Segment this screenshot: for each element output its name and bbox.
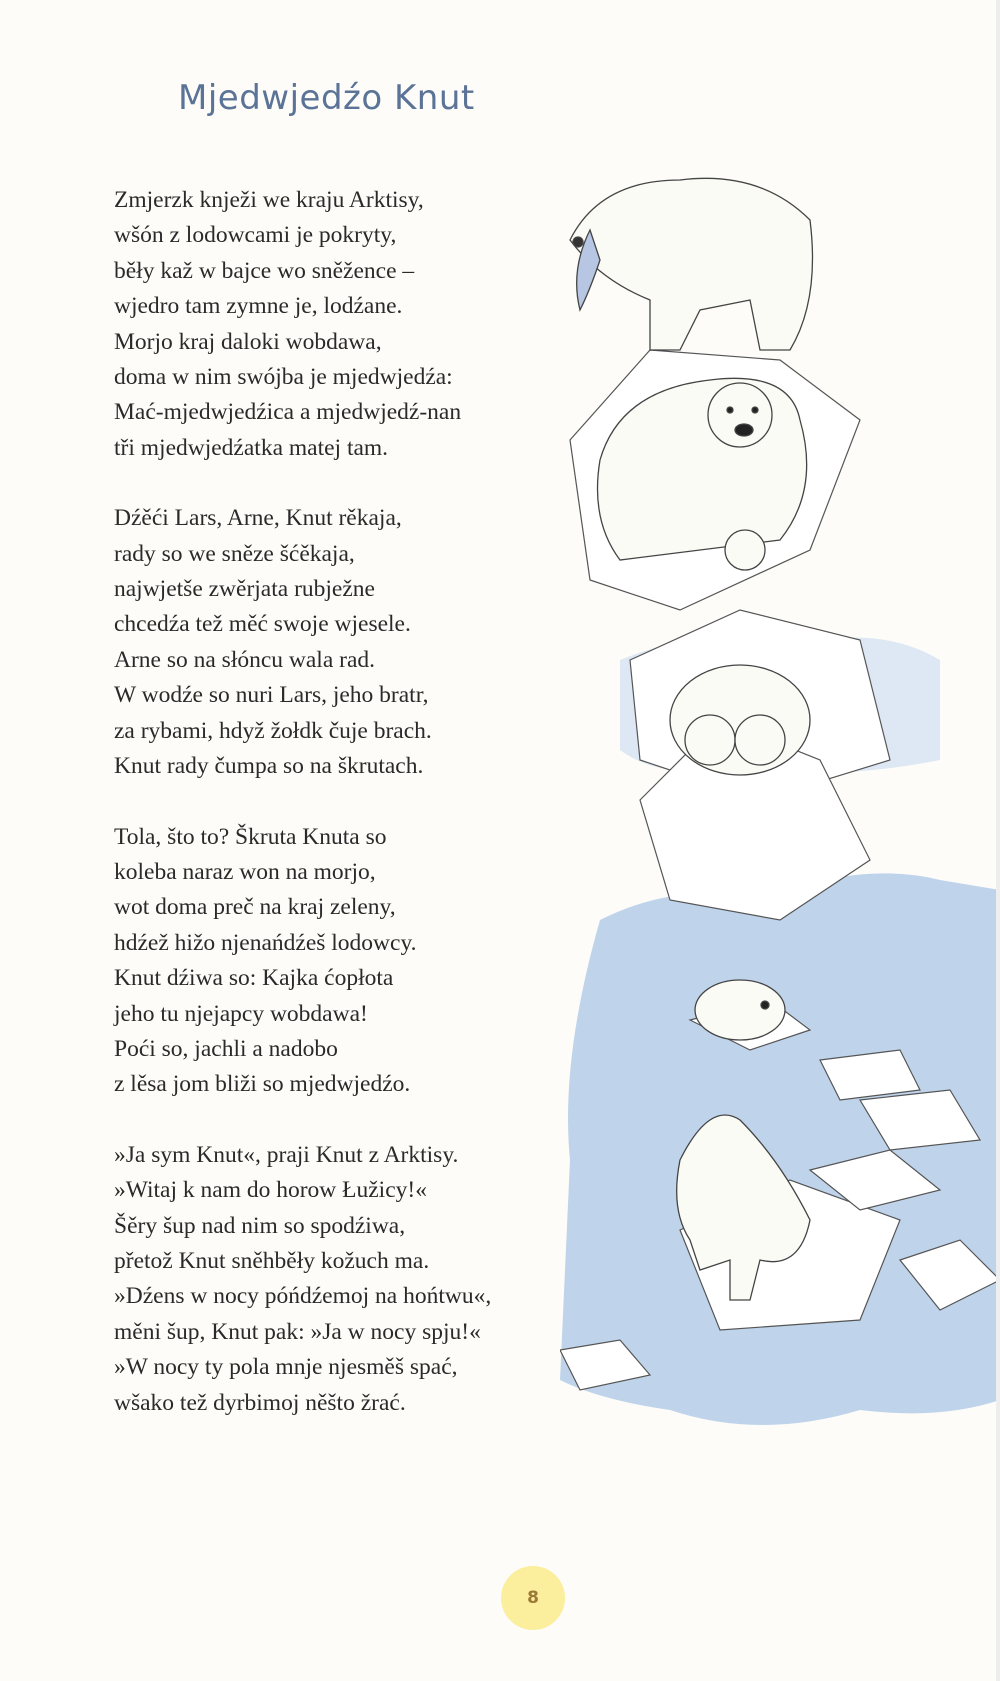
polar-bear-illustration <box>560 160 1000 1560</box>
poem-line: »W nocy ty pola mnje njesměš spać, <box>114 1354 458 1381</box>
poem-line: jeho tu njejapcy wobdawa! <box>114 1000 368 1027</box>
poem-line: Knut rady čumpa so na škrutach. <box>114 753 424 780</box>
poem-line: z lěsa jom bliži so mjedwjedźo. <box>114 1071 411 1098</box>
poem-line: měni šup, Knut pak: »Ja w nocy spju!« <box>114 1318 481 1345</box>
poem-line: Šěry šup nad nim so spodźiwa, <box>114 1212 406 1239</box>
poem-line: Poći so, jachli a nadobo <box>114 1035 338 1062</box>
poem-line: Knut dźiwa so: Kajka ćopłota <box>114 965 394 992</box>
poem-line: wšako tež dyrbimoj něšto žrać. <box>114 1389 406 1416</box>
poem-line: Tola, što to? Škruta Knuta so <box>114 823 387 850</box>
stanza <box>114 1138 584 1421</box>
poem-line: najwjetše zwěrjata rubježne <box>114 576 375 603</box>
poem-line: Morjo kraj daloki wobdawa, <box>114 328 382 355</box>
poem-line: Arne so na słóncu wala rad. <box>114 646 376 673</box>
poem-line: wot doma preč na kraj zeleny, <box>114 894 396 921</box>
poem-line: přetož Knut sněhběły kožuch ma. <box>114 1247 430 1274</box>
poem-line: Dźěći Lars, Arne, Knut rěkaja, <box>114 505 402 532</box>
page-title: Mjedwjedźo Knut <box>178 78 475 118</box>
poem-line: hdźež hižo njenańdźeš lodowcy. <box>114 929 417 956</box>
poem-line: W wodźe so nuri Lars, jeho bratr, <box>114 682 429 709</box>
poem-line: za rybami, hdyž žołdk čuje brach. <box>114 717 432 744</box>
poem-line: wjedro tam zymne je, lodźane. <box>114 293 403 320</box>
page-edge <box>996 0 1000 1681</box>
poem-line: tři mjedwjedźatka matej tam. <box>114 434 389 461</box>
poem-line: »Ja sym Knut«, praji Knut z Arktisy. <box>114 1141 459 1168</box>
stanza <box>114 501 584 784</box>
page-number: 8 <box>501 1566 565 1630</box>
poem-line: »Dźens w nocy póńdźemoj na hońtwu«, <box>114 1283 492 1310</box>
poem-line: Zmjerzk knježi we kraju Arktisy, <box>114 187 424 213</box>
poem <box>114 183 584 1456</box>
poem-line: »Witaj k nam do horow Łužicy!« <box>114 1177 427 1204</box>
poem-line: běły kaž w bajce wo sněžence – <box>114 257 415 284</box>
poem-line: Mać-mjedwjedźica a mjedwjedź-nan <box>114 399 462 426</box>
stanza <box>114 820 584 1103</box>
poem-line: koleba naraz won na morjo, <box>114 858 376 885</box>
poem-line: rady so we sněze šćěkaja, <box>114 540 355 567</box>
poem-line: chcedźa tež měć swoje wjesele. <box>114 611 411 638</box>
poem-line: wšón z lodowcami je pokryty, <box>114 222 397 249</box>
poem-line: doma w nim swójba je mjedwjedźa: <box>114 364 453 391</box>
stanza <box>114 183 584 466</box>
